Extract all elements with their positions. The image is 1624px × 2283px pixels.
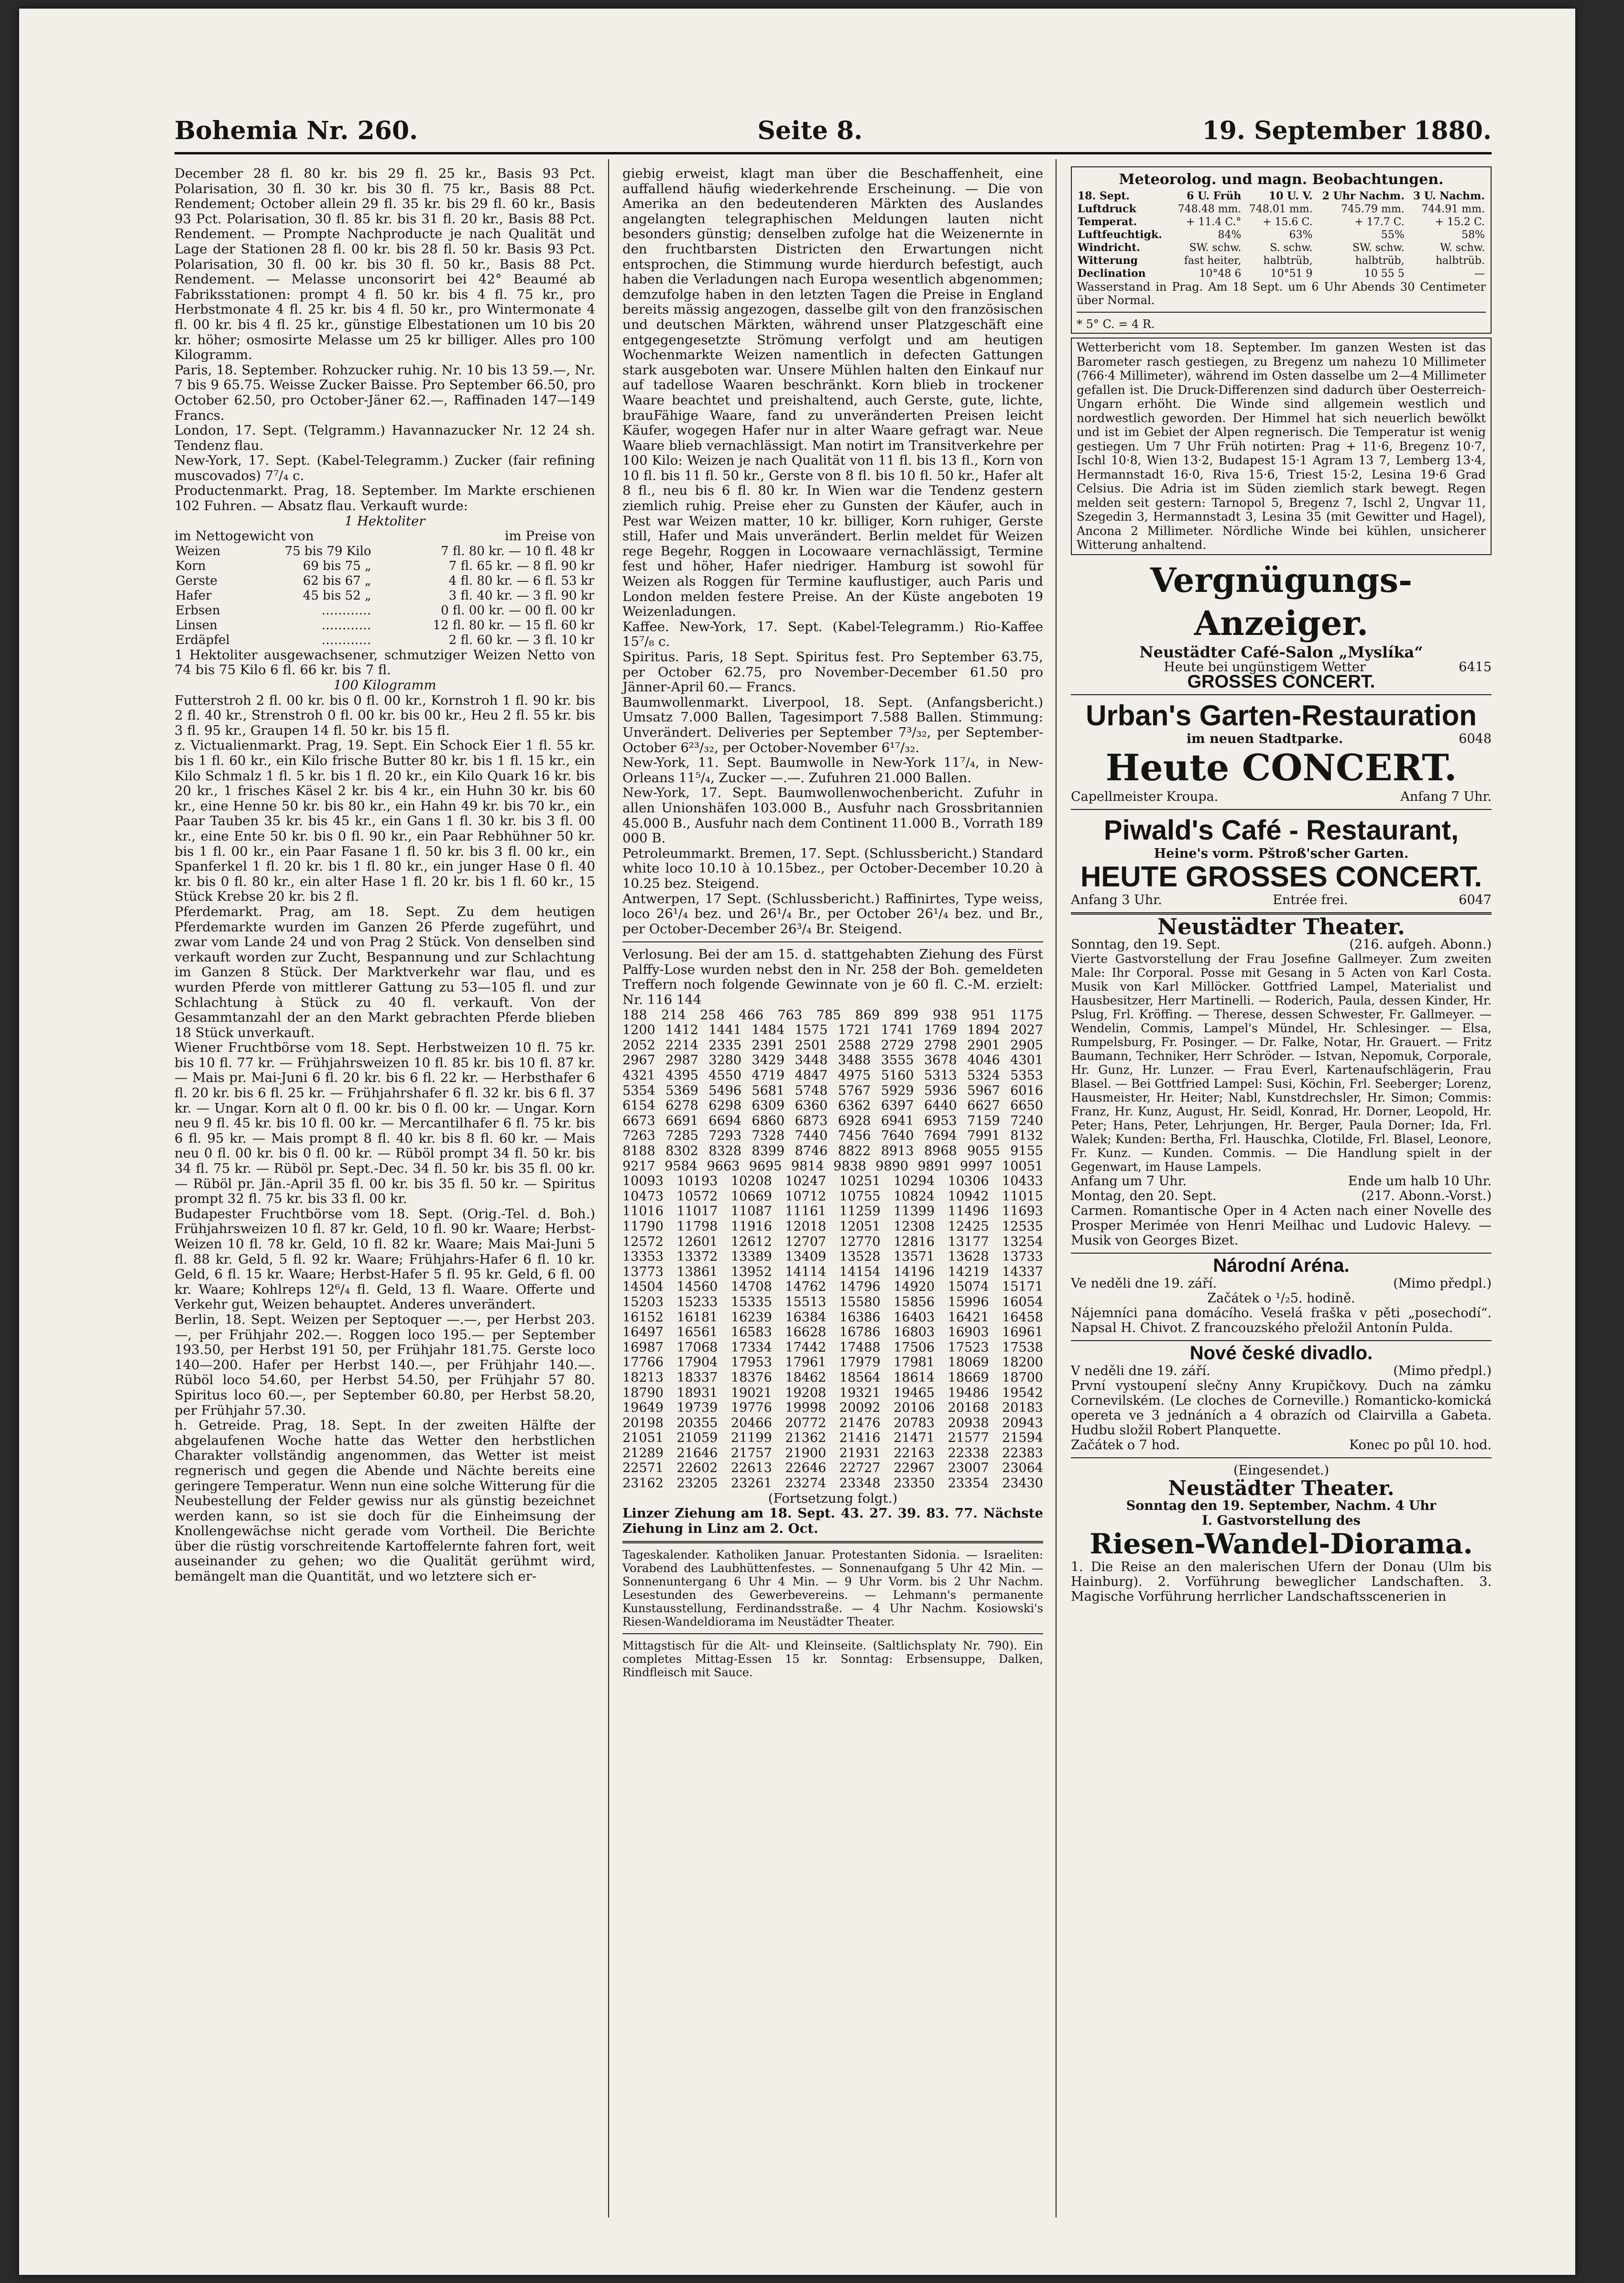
price-table-header <box>174 529 595 544</box>
weather-report-box <box>1071 338 1492 555</box>
divider <box>622 1633 1043 1634</box>
arena-date-line <box>1071 1276 1492 1291</box>
lottery-line: 10473 10572 10669 10712 10755 10824 10942 11015 <box>622 1189 1043 1204</box>
divider <box>1071 1340 1492 1341</box>
column-weather-entertainment <box>1071 166 1492 1604</box>
price-cell: 12 fl. 80 kr. — 15 fl. 60 kr <box>433 618 594 633</box>
weather-cell: 55% <box>1381 229 1405 241</box>
nove-note: (Mimo předpl.) <box>1393 1363 1492 1378</box>
weather-row <box>1077 203 1486 216</box>
article-grain-continued: giebig erweist, klagt man über die Beschaffenheit, eine auffallend häufig wiederkehrende Erscheinung. — Die von Amerika an den bedeutenderen Märkten des Auslandes angelangten telegraphischen Meldungen lauten nicht besonders günstig; denselben zufolge hat die Weizenernte in den fruchtbarsten Districten den Erwartungen nicht entsprochen, die Stimmung wurde hierdurch befestigt, auch haben die Verladungen nach Europa wesentlich abgenommen; demzufolge haben in den letzten Tagen die Preise in England bereits mässig angezogen, dasselbe gilt von den französischen und deutschen Märkten, während unser Platzgeschäft eine entgegengesetzte Strömung verfolgt und am heutigen Wochenmarkte Weizen namentlich in defecten Gattungen stark ausgeboten war. Unsere Mühlen halten den Einkauf nur auf tadellose Waaren beschränkt. Korn blieb in trockener Waare beachtet und preishaltend, auch Gerste, gute, lichte, brauFähige Waare, fand zu unveränderten Preisen leicht Käufer, wogegen Hafer nur in alter Waare gefragt war. Neue Waare blieb vernachlässigt. Man notirt im Transitverkehre per 100 Kilo: Weizen je nach Qualität von 11 fl. bis 13 fl., Korn von 10 fl. bis 11 fl. 50 kr., Gerste von 8 fl. bis 10 fl. 50 kr., Hafer alt 8 fl., neu bis 6 fl. 80 kr. In Wien war die Tendenz gestern ziemlich ruhig. Preise eher zu Gunsten der Käufer, auch in Pest war Weizen matter, 10 kr. billiger, Korn ruhiger, Gerste still, Hafer und Mais unverändert. Berlin meldet für Weizen rege Begehr, Roggen in Locowaare vernachlässigt, Termine fest und höher, Hafer niedriger. Hamburg ist sowohl für Weizen als Roggen für Termine kauflustiger, auch Paris und London melden festere Preise. An der Küste angeboten 19 Weizenladungen. <box>622 166 1043 620</box>
urban-location: im neuen Stadtparke. <box>1186 731 1343 746</box>
theater-title: Neustädter Theater. <box>1157 913 1405 939</box>
header-rule <box>174 152 1492 154</box>
lottery-line: 11790 11798 11916 12018 12051 12308 12425 12535 <box>622 1219 1043 1234</box>
price-cell: Linsen <box>175 618 218 633</box>
lottery-line: 16152 16181 16239 16384 16386 16403 16421 16458 <box>622 1310 1043 1325</box>
price-row <box>174 559 595 574</box>
theater-monday-line <box>1071 1189 1492 1203</box>
weather-head-cell: 6 U. Früh <box>1187 190 1242 202</box>
lottery-line: 8188 8302 8328 8399 8746 8822 8913 8968 9055 9155 <box>622 1144 1043 1158</box>
lottery-line: 4321 4395 4550 4719 4847 4975 5160 5313 5324 5353 <box>622 1068 1043 1083</box>
piwald-start: Anfang 3 Uhr. <box>1071 892 1162 907</box>
price-cell: Erdäpfel <box>175 633 230 647</box>
lottery-line: 6673 6691 6694 6860 6873 6928 6941 6953 7159 7240 <box>622 1113 1043 1128</box>
arena-program: Nájemníci pana domácího. Veselá fraška v pěti „posechodí“. Napsal H. Chivot. Z francouzského přeložil Antonín Pulda. <box>1071 1305 1492 1335</box>
article-sugar: December 28 fl. 80 kr. bis 29 fl. 25 kr., Basis 93 Pct. Polarisation, 30 fl. 30 kr. bis 30 fl. 75 kr., Basis 88 Pct. Rendement; October allein 29 fl. 35 kr. bis 29 fl. 60 kr., Basis 93 Pct. Polarisation, 30 fl. 85 kr. bis 31 fl. 20 kr., Basis 88 Pct. Rendement. — Prompte Nachproducte je nach Qualität und Lage der Stationen 28 fl. 00 kr. bis 28 fl. 50 kr. Basis 93 Pct. Polarisation, 30 fl. 00 kr. bis 30 fl. 50 kr., Basis 88 Pct. Rendement. — Melasse unconsorirt bei 42° Beaumé ab Fabriksstationen: prompt 4 fl. 50 kr. bis 4 fl. 75 kr., pro Herbstmonate 4 fl. 25 kr. bis 4 fl. 50 kr., pro Wintermonate 4 fl. 00 kr. bis 4 fl. 25 kr., günstige Elbestationen um 10 bis 20 kr. höher; osmosirte Melasse um 25 kr billiger. Alles pro 100 Kilogramm. <box>174 166 595 363</box>
weather-cell: 63% <box>1289 229 1313 241</box>
lottery-line: 13773 13861 13952 14114 14154 14196 14219 14337 <box>622 1264 1043 1279</box>
price-cell: 7 fl. 65 kr. — 8 fl. 90 kr <box>448 558 594 573</box>
lottery-line: 14504 14560 14708 14762 14796 14920 15074 15171 <box>622 1279 1043 1295</box>
price-cell: Korn <box>175 558 206 573</box>
price-cell: ………… <box>321 618 371 633</box>
price-cell: 4 fl. 80 kr. — 6 fl. 53 kr <box>448 573 594 588</box>
weather-cell: Windricht. <box>1078 241 1141 254</box>
arena-date: Ve neděli dne 19. září. <box>1071 1276 1217 1291</box>
cafe-concert: GROSSES CONCERT. <box>1187 671 1375 692</box>
ad-number: 6047 <box>1459 892 1492 907</box>
lottery-line: 2967 2987 3280 3429 3448 3488 3555 3678 4046 4301 <box>622 1053 1043 1068</box>
article-petroleum-bremen: Petroleummarkt. Bremen, 17. Sept. (Schlussbericht.) Standard white loco 10.10 à 10.15bez., per October-December 10.20 à 10.25 bez. Steigend. <box>622 845 1043 891</box>
price-row <box>174 633 595 648</box>
article-vienna-exchange: Wiener Fruchtbörse vom 18. Sept. Herbstweizen 10 fl. 75 kr. bis 10 fl. 77 kr. — Frühjahrsweizen 10 fl. 85 kr. bis 10 fl. 87 kr. — Mais pr. Mai-Juni 6 fl. 20 kr. bis 6 fl. 22 kr. — Herbsthafer 6 fl. 20 kr. bis 6 fl. 25 kr. — Frühjahrshafer 6 fl. 32 kr. bis 6 fl. 37 kr. — Ungar. Korn alt 0 fl. 00 kr. bis 0 fl. 00 kr. — Ungar. Korn neu 9 fl. 45 kr. bis 10 fl. 00 kr. — Mercantilhafer 6 fl. 75 kr. bis 6 fl. 95 kr. — Mais prompt 8 fl. 40 kr. bis 8 fl. 60 kr. — Mais neu 0 fl. 00 kr. bis 0 fl. 00 kr. — Rüböl prompt 34 fl. 50 kr. bis 34 fl. 75 kr. — Rüböl pr. Sept.-Dec. 34 fl. 50 kr. bis 35 fl. 00 kr. — Rüböl pr. Jän.-April 35 fl. 00 kr. bis 35 fl. 50 kr. — Spiritus prompt 32 fl. 75 kr. bis 33 fl. 00 kr. <box>174 1040 595 1207</box>
price-cell: 62 bis 67 „ <box>303 573 371 588</box>
divider <box>1071 1253 1492 1254</box>
weather-cell: halbtrüb. <box>1435 255 1485 267</box>
urban-concert: Heute CONCERT. <box>1105 746 1457 789</box>
weather-row <box>1077 241 1486 254</box>
price-cell: 2 fl. 60 kr. — 3 fl. 10 kr <box>448 633 594 647</box>
day-calendar: Tageskalender. Katholiken Januar. Protestanten Sidonia. — Israeliten: Vorabend des Laubhüttenfestes. — Sonnenaufgang 5 Uhr 42 Min. — Sonnenuntergang 6 Uhr 4 Min. — 9 Uhr Vorm. bis 2 Uhr Nachm. Lesestunden des Gewerbevereins. — Lehmann's permanente Kunstausstellung, Ferdinandsstraße. — 4 Uhr Nachm. Kosiowski's Riesen-Wandeldiorama im Neustädter Theater. <box>622 1548 1043 1629</box>
weather-cell: — <box>1474 268 1485 280</box>
table-head-weight: im Nettogewicht von <box>174 528 314 544</box>
arena-note: (Mimo předpl.) <box>1393 1276 1492 1291</box>
weather-row <box>1077 229 1486 241</box>
lottery-line: 5354 5369 5496 5681 5748 5767 5929 5936 5967 6016 <box>622 1083 1043 1098</box>
footnote: * 5° C. = 4 R. <box>1077 317 1155 331</box>
weather-cell: Declination <box>1078 267 1146 280</box>
price-cell: 0 fl. 00 kr. — 00 fl. 00 kr <box>441 603 594 618</box>
urban-title: Urban's Garten-Restauration <box>1086 699 1477 732</box>
price-cell: ………… <box>321 603 371 618</box>
unit-heading: 100 Kilogramm <box>333 677 436 693</box>
neu2-title: Neustädter Theater. <box>1168 1476 1395 1500</box>
price-cell: 7 fl. 80 kr. — 10 fl. 48 kr <box>441 544 594 558</box>
lottery-line: 18790 18931 19021 19208 19321 19465 19486 19542 <box>622 1385 1043 1400</box>
lunch-notice: Mittagstisch für die Alt- und Kleinseite. (Saltlichsplaty Nr. 790). Ein completes Mittag-Essen 15 kr. Sonntag: Erbsensuppe, Dalken, Rindfleisch mit Sauce. <box>622 1639 1043 1680</box>
nove-end: Konec po půl 10. hod. <box>1349 1437 1492 1453</box>
cafe-title: Neustädter Café-Salon „Myslíka“ <box>1139 643 1423 661</box>
divider <box>1071 694 1492 695</box>
article-london-sugar: London, 17. Sept. (Telgramm.) Havannazucker Nr. 12 24 sh. Tendenz flau. <box>174 423 595 453</box>
article-cotton-liverpool: Baumwollenmarkt. Liverpool, 18. Sept. (Anfangsbericht.) Umsatz 7.000 Ballen, Tagesimport 7.588 Ballen. Stimmung: Unverändert. Deliveries per September 7³/₃₂, per September-October 6²³/₃₂, per October-November 6¹⁷/₃₂. <box>622 694 1043 755</box>
weather-head-cell: 2 Uhr Nachm. <box>1322 190 1405 202</box>
price-row <box>174 589 595 603</box>
arena-start: Začátek o ¹/₂5. hodině. <box>1207 1290 1355 1306</box>
weather-table <box>1077 190 1486 280</box>
entertainment-heading: Vergnügungs-Anzeiger. <box>1150 560 1413 643</box>
nove-date-line <box>1071 1364 1492 1378</box>
urban-sub <box>1071 732 1492 746</box>
weather-cell: Luftfeuchtigk. <box>1078 229 1162 241</box>
weather-cell: + 11.4 C.° <box>1186 216 1242 228</box>
weather-row <box>1077 254 1486 267</box>
column-market-lottery <box>622 166 1043 1679</box>
theater-program: Vierte Gastvorstellung der Frau Josefine Gallmeyer. Zum zweiten Male: Ihr Corporal. Posse mit Gesang in 5 Acten von Karl Costa. Musik von Karl Millöcker. Gottfried Lampel, Materialist und Hausbesitzer, Herr Martinelli. — Roderich, Paula, dessen Kinder, Hr. Pslug, Frl. Kröffing. — Therese, dessen Schwester, Fr. Gallmeyer. — Wendelin, Commis, Lampel's Mündel, Hr. Schlesinger. — Elsa, Rumpelsburg, Fr. Posinger. — Dr. Falke, Notar, Hr. Grauert. — Fritz Baumann, Techniker, Herr Schröder. — Istvan, Nepomuk, Corporale, Hr. Gunz, Hr. Lunzer. — Frau Everl, Kartenaufschlägerin, Frau Blasel. — Bei Gottfried Lampel: Susi, Köchin, Frl. Seeberger; Lorenz, Hausmeister, Hr. Heiter; Nabl, Kunstdrechsler, Hr. Simon; Commis: Franz, Hr. Kunz, August, Hr. Seidl, Konrad, Hr. Dorner, Leopold, Hr. Peter; Hans, Peter, Lehrjungen, Hr. Berger, Paula Dorner; Ida, Frl. Walek; Kunden: Bertha, Frl. Hauschka, Clotilde, Frl. Blasel, Leonore, Fr. Kunz. — Kunden. Commis. — Die Handlung spielt in der Gegenwart, im Hause Lampels. <box>1071 951 1492 1174</box>
weather-title: Meteorolog. und magn. Beobachtungen. <box>1119 171 1444 188</box>
price-cell: Erbsen <box>175 603 220 618</box>
theater-monday-abonn: (217. Abonn.-Vorst.) <box>1361 1188 1492 1203</box>
lottery-line: 12572 12601 12612 12707 12770 12816 13177 13254 <box>622 1234 1043 1249</box>
lottery-line: 188 214 258 466 763 785 869 899 938 951 1175 <box>622 1007 1043 1023</box>
piwald-footer <box>1071 893 1492 907</box>
header-paper-title: Bohemia Nr. 260. <box>174 116 418 145</box>
article-cotton-newyork: New-York, 11. Sept. Baumwolle in New-York 11⁷/₄, in New-Orleans 11⁵/₄, Zucker —.—. Zufuhren 21.000 Ballen. <box>622 755 1043 786</box>
weather-cell: 748.01 mm. <box>1249 203 1313 215</box>
nove-program: První vystoupení slečny Anny Krupičkovy. Duch na zámku Cornevilském. (Le cloches de Corneville.) Romanticko-komická opereta ve 3 jednáních a 4 obrazích od Clairvilla a Gabeta. Hudbu složil Robert Planquette. <box>1071 1378 1492 1438</box>
weather-cell: 748.48 mm. <box>1177 203 1242 215</box>
weather-cell: halbtrüb, <box>1355 255 1405 267</box>
weather-cell: 745.79 mm. <box>1341 203 1405 215</box>
ad-number: 6415 <box>1459 659 1492 675</box>
divider <box>1077 312 1486 313</box>
weather-cell: W. schw. <box>1440 242 1485 254</box>
article-horse-market: Pferdemarkt. Prag, am 18. Sept. Zu dem heutigen Pferdemarkte wurden im Ganzen 26 Pferde zugeführt, und zwar vom Lande 24 und von Prag 2 Stück. Von denselben sind verkauft worden zur Zucht, Bespannung und zur Schlachtung im Ganzen 8 Stück. Der Marktverkehr war flau, und es wurden Pferde von mittlerer Gattung zu 53—105 fl. und zur Schlachtung à Stück zu 40 fl. verkauft. Von der Gesammtanzahl der an den Markt gebrachten Pferde blieben 18 Stück unverkauft. <box>174 904 595 1040</box>
article-coffee: Kaffee. New-York, 17. Sept. (Kabel-Telegramm.) Rio-Kaffee 15⁷/₈ c. <box>622 619 1043 650</box>
cafe-weather-note: Heute bei ungünstigem Wetter <box>1164 659 1366 675</box>
lottery-line: 11016 11017 11087 11161 11259 11399 11496 11693 <box>622 1204 1043 1219</box>
urban-conductor: Capellmeister Kroupa. <box>1071 789 1219 804</box>
submitted-note: (Eingesendet.) <box>1233 1463 1329 1478</box>
weather-cell: + 15.2 C. <box>1435 216 1485 228</box>
weather-head-cell: 3 U. Nachm. <box>1413 190 1485 202</box>
price-cell: ………… <box>321 633 371 647</box>
lottery-line: 19649 19739 19776 19998 20092 20106 20168 20183 <box>622 1400 1043 1416</box>
lottery-line: 21289 21646 21757 21900 21931 22163 22338 22383 <box>622 1445 1043 1461</box>
price-cell: Gerste <box>175 573 218 588</box>
lottery-line: 18213 18337 18376 18462 18564 18614 18669 18700 <box>622 1370 1043 1385</box>
weather-cell: Temperat. <box>1078 216 1137 228</box>
weather-head-cell: 10 U. V. <box>1268 190 1313 202</box>
lottery-line: 9217 9584 9663 9695 9814 9838 9890 9891 9997 10051 <box>622 1158 1043 1174</box>
weather-head-cell: 18. Sept. <box>1078 190 1130 202</box>
weather-cell: halbtrüb, <box>1263 255 1313 267</box>
weather-cell: 10°51 9 <box>1270 268 1313 280</box>
weather-cell: 10°48 6 <box>1199 268 1242 280</box>
article-petroleum-antwerp: Antwerpen, 17 Sept. (Schlussbericht.) Raffinirtes, Type weiss, loco 26¹/₄ bez. und 26¹/₄ Br., per October 26¹/₄ bez. und Br., per October-December 26³/₄ Br. Steigend. <box>622 891 1043 937</box>
lottery-line: 23162 23205 23261 23274 23348 23350 23354 23430 <box>622 1476 1043 1491</box>
weather-cell: 84% <box>1218 229 1242 241</box>
article-linz-draw: Linzer Ziehung am 18. Sept. 43. 27. 39. 83. 77. Nächste Ziehung in Linz am 2. Oct. <box>622 1506 1043 1536</box>
piwald-entry: Entrée frei. <box>1273 892 1348 907</box>
lottery-line: 16497 16561 16583 16628 16786 16803 16903 16961 <box>622 1325 1043 1340</box>
newspaper-page <box>19 9 1575 2275</box>
lottery-line: 17766 17904 17953 17961 17979 17981 18069 18200 <box>622 1355 1043 1370</box>
article-spiritus: Spiritus. Paris, 18 Sept. Spiritus fest. Pro September 63.75, per October 62.75, pro November-December 61.50 pro Jänner-April 60.— Francs. <box>622 649 1043 695</box>
lottery-line: 10093 10193 10208 10247 10251 10294 10306 10433 <box>622 1174 1043 1189</box>
neu2-guest: I. Gastvorstellung des <box>1202 1513 1361 1528</box>
divider <box>622 1541 1043 1543</box>
neu2-diorama: Riesen-Wandel-Diorama. <box>1090 1527 1473 1560</box>
nove-title: Nové české divadlo. <box>1189 1342 1373 1364</box>
column-divider <box>608 159 609 2217</box>
weather-cell: 10 55 5 <box>1364 268 1405 280</box>
continuation-note: (Fortsetzung folgt.) <box>768 1490 898 1506</box>
urban-footer <box>1071 789 1492 804</box>
lottery-line: 6154 6278 6298 6309 6360 6362 6397 6440 6627 6650 <box>622 1098 1043 1114</box>
article-paris-sugar: Paris, 18. September. Rohzucker ruhig. Nr. 10 bis 13 59.—, Nr. 7 bis 9 65.75. Weisse Zucker Baisse. Pro September 66.50, pro October 62.50, pro October-Jäner 62.—, Raffinaden 147—149 Francs. <box>174 362 595 423</box>
theater-abonn: (216. aufgeh. Abonn.) <box>1349 937 1492 952</box>
article-victual-market: z. Victualienmarkt. Prag, 19. Sept. Ein Schock Eier 1 fl. 55 kr. bis 1 fl. 60 kr., ein Kilo frische Butter 80 kr. bis 1 fl. 15 kr., ein Kilo Schmalz 1 fl. 5 kr. bis 1 fl. 20 kr., ein Kilo Quark 16 kr. bis 20 kr., 1 frisches Käsel 2 kr. bis 4 kr., ein Huhn 30 kr. bis 60 kr., eine Henne 50 kr. bis 80 kr., ein Hahn 49 kr. bis 70 kr., ein Paar Tauben 35 kr. bis 45 kr., ein Gans 1 fl. 30 kr. bis 3 fl. 00 kr., eine Ente 50 kr. bis 0 fl. 90 kr., ein Paar Rebhühner 50 kr. bis 1 fl. 00 kr., ein Paar Fasane 1 fl. 50 kr. bis 3 fl. 00 kr., ein Spanferkel 1 fl. 20 kr. bis 1 fl. 80 kr., ein junger Hase 0 fl. 40 kr. bis 0 fl. 80 kr., ein alter Hase 1 fl. 20 kr. bis 1 fl. 60 kr., 15 Stück Krebse 20 kr. bis 2 fl. <box>174 738 595 905</box>
weather-cell: 58% <box>1461 229 1485 241</box>
weather-cell: fast heiter, <box>1184 255 1242 267</box>
weather-cell: SW. schw. <box>1352 242 1405 254</box>
weather-observations-box <box>1071 166 1492 334</box>
article-lottery: Verlosung. Bei der am 15. d. stattgehabten Ziehung des Fürst Palffy-Lose wurden nebst den in Nr. 258 der Boh. gemeldeten Treffern noch folgende Gewinnate von je 60 fl. C.-M. erzielt: Nr. 116 144 <box>622 947 1043 1008</box>
piwald-title: Piwald's Café - Restaurant, <box>1103 814 1459 846</box>
nove-times <box>1071 1438 1492 1453</box>
table-head-price: im Preise von <box>504 528 595 544</box>
arena-title: Národní Aréna. <box>1213 1255 1350 1276</box>
weather-cell: S. schw. <box>1270 242 1313 254</box>
weather-cell: + 15.6 C. <box>1263 216 1313 228</box>
weather-cell: Luftdruck <box>1078 203 1136 215</box>
article-weizen-note: 1 Hektoliter ausgewachsener, schmutziger Weizen Netto von 74 bis 75 Kilo 6 fl. 66 kr. bis 7 fl. <box>174 647 595 678</box>
price-row <box>174 544 595 559</box>
lottery-line: 7263 7285 7293 7328 7440 7456 7640 7694 7991 8132 <box>622 1128 1043 1144</box>
price-cell: 3 fl. 40 kr. — 3 fl. 90 kr <box>448 588 594 603</box>
price-row <box>174 574 595 589</box>
header-date: 19. September 1880. <box>1202 116 1492 145</box>
article-berlin: Berlin, 18. Sept. Weizen per Septoquer —.—, per Herbst 203.—, per Frühjahr 202.—. Roggen loco 195.— per September 193.50, per Herbst 191 50, per Frühjahr 181.75. Gerste loco 140—200. Hafer per Herbst 140.—, per Frühjahr 140.—. Rüböl loco 54.60, per Herbst 54.50, per Frühjahr 57 80. Spiritus loco 60.—, per September 60.80, per Herbst 58.20, per Frühjahr 57.30. <box>174 1311 595 1418</box>
theater-date: Sonntag, den 19. Sept. <box>1071 937 1221 952</box>
price-row <box>174 618 595 633</box>
weather-row <box>1077 216 1486 229</box>
price-cell: Weizen <box>175 544 221 558</box>
lottery-line: 15203 15233 15335 15513 15580 15856 15996 16054 <box>622 1294 1043 1310</box>
header-page-number: Seite 8. <box>757 116 863 145</box>
lottery-line: 1200 1412 1441 1484 1575 1721 1741 1769 1894 2027 <box>622 1023 1043 1038</box>
price-cell: 69 bis 75 „ <box>303 558 371 573</box>
article-newyork-sugar: New-York, 17. Sept. (Kabel-Telegramm.) Zucker (fair refining muscovados) 7⁷/₄ c. <box>174 453 595 483</box>
price-table <box>174 544 595 648</box>
column-market-reports <box>174 166 595 1584</box>
lottery-line: 20198 20355 20466 20772 21476 20783 20938 20943 <box>622 1415 1043 1431</box>
column-divider <box>1056 159 1057 2217</box>
piwald-concert: HEUTE GROSSES CONCERT. <box>1080 860 1482 893</box>
lottery-line: 13353 13372 13389 13409 13528 13571 13628 13733 <box>622 1249 1043 1265</box>
theater-monday-program: Carmen. Romantische Oper in 4 Acten nach einer Novelle des Prosper Merimée von Henri Meilhac und Ludovic Halevy. — Musik von Georges Bizet. <box>1071 1203 1492 1248</box>
lottery-line: 2052 2214 2335 2391 2501 2588 2729 2798 2901 2905 <box>622 1038 1043 1053</box>
theater-monday-date: Montag, den 20. Sept. <box>1071 1188 1217 1203</box>
weather-row <box>1077 267 1486 280</box>
water-level: Wasserstand in Prag. Am 18 Sept. um 6 Uhr Abends 30 Centimeter über Normal. <box>1077 280 1486 307</box>
theater-end: Ende um halb 10 Uhr. <box>1348 1173 1492 1189</box>
ad-number: 6048 <box>1459 731 1492 746</box>
article-produce-market: Productenmarkt. Prag, 18. September. Im Markte erschienen 102 Fuhren. — Absatz flau. Verkauft wurde: <box>174 483 595 514</box>
weather-report: Wetterbericht vom 18. September. Im ganzen Westen ist das Barometer rasch gestiegen, zu Bregenz um nahezu 10 Millimeter (766·4 Millimeter), während im Osten dasselbe um 2—4 Millimeter gefallen ist. Die Druck-Differenzen sind dadurch über Oesterreich-Ungarn erhöht. Die Winde sind allgemein westlich und nordwestlich geworden. Der Himmel hat sich neuerlich bewölkt und ist im Gebiet der Alpen regnerisch. Die Temperatur ist wenig gestiegen. Um 7 Uhr Früh notirten: Prag + 11·6, Bregenz 10·7, Ischl 10·8, Wien 13·2, Budapest 15·1 Agram 13 7, Lemberg 13·4, Hermannstadt 16·0, Riva 15·6, Triest 15·2, Lesina 19·6 Grad Celsius. Die Adria ist im Süden ziemlich stark bewegt. Regen melden seit gestern: Tarnopol 5, Bregenz 7, Ischl 2, Ungvar 11, Szegedin 3, Hermannstadt 3, Lesina 35 (mit Gewitter und Hagel), Ancona 2 Millimeter. Nördliche Winde bei kühlen, unsicherer Witterung anhaltend. <box>1077 340 1486 552</box>
weather-cell: 744.91 mm. <box>1421 203 1485 215</box>
price-cell: 45 bis 52 „ <box>303 588 371 603</box>
weather-cell: Witterung <box>1078 254 1138 267</box>
lottery-line: 22571 22602 22613 22646 22727 22967 23007 23064 <box>622 1461 1043 1476</box>
piwald-sub: Heine's vorm. Pštroß'scher Garten. <box>1154 846 1409 861</box>
divider <box>1071 809 1492 810</box>
lottery-line: 16987 17068 17334 17442 17488 17506 17523 17538 <box>622 1340 1043 1355</box>
weather-cell: + 17.7 C. <box>1354 216 1405 228</box>
theater-times <box>1071 1174 1492 1189</box>
lottery-line: 21051 21059 21199 21362 21416 21471 21577 21594 <box>622 1431 1043 1446</box>
article-cotton-weekly: New-York, 17. Sept. Baumwollenwochenbericht. Zufuhr in allen Unionshäfen 103.000 B., Ausfuhr nach Grossbritannien 45.000 B., Ausfuhr nach dem Continent 11.000 B., Vorrath 189 000 B. <box>622 785 1043 846</box>
urban-start: Anfang 7 Uhr. <box>1400 789 1492 804</box>
article-grain: h. Getreide. Prag, 18. Sept. In der zweiten Hälfte der abgelaufenen Woche hatte das Wetter den herbstlichen Charakter vollständig angenommen, das Wetter ist meist regnerisch und gegen die Abende und Nächte bereits eine geringere Temperatur. Wenn nun eine solche Witterung für die Neubestellung der Felder gewiss nur als günstig bezeichnet werden kann, so ist sie doch für die Einheimsung der Knollengewächse nicht gerade vom Vortheil. Die Berichte über die rüstig vorschreitende Kartoffelernte fahren fort, weit auseinander zu gehen; wo die Qualität gerühmt wird, bemängelt man die Quantität, und wo letztere sich er- <box>174 1418 595 1584</box>
weather-cell: SW. schw. <box>1189 242 1242 254</box>
price-cell: Hafer <box>175 588 212 603</box>
nove-date: V neděli dne 19. září. <box>1071 1363 1210 1378</box>
price-cell: 75 bis 79 Kilo <box>284 544 371 558</box>
unit-heading: 1 Hektoliter <box>344 513 425 529</box>
nove-start: Začátek o 7 hod. <box>1071 1437 1180 1453</box>
theater-start: Anfang um 7 Uhr. <box>1071 1173 1187 1189</box>
price-row <box>174 603 595 618</box>
divider <box>1071 1457 1492 1458</box>
neu2-date: Sonntag den 19. September, Nachm. 4 Uhr <box>1126 1498 1437 1513</box>
lottery-numbers <box>622 1008 1043 1491</box>
article-budapest-exchange: Budapester Fruchtbörse vom 18. Sept. (Orig.-Tel. d. Boh.) Frühjahrsweizen 10 fl. 87 kr. Geld, 10 fl. 90 kr. Waare; Herbst-Weizen 10 fl. 78 kr. Geld, 10 fl. 82 kr. Waare; Mais Mai-Juni 5 fl. 88 kr. Geld, 5 fl. 92 kr. Waare; Frühjahrs-Hafer 6 fl. 10 kr. Geld, 6 fl. 15 kr. Waare; Herbst-Hafer 5 fl. 95 kr. Geld, 6 fl. 00 kr. Waare; Kohlreps 12⁶/₄ fl. Geld, 13 fl. Waare. Offerte und Verkehr gut, Weizen behauptet. Anderes unverändert. <box>174 1206 595 1312</box>
divider <box>622 941 1043 942</box>
neu2-items: 1. Die Reise an den malerischen Ufern der Donau (Ulm bis Hainburg). 2. Vorführung beweglicher Landschaften. 3. Magische Vorführung herrlicher Landschaftsscenerien in <box>1071 1559 1492 1604</box>
article-straw: Futterstroh 2 fl. 00 kr. bis 0 fl. 00 kr., Kornstroh 1 fl. 90 kr. bis 2 fl. 40 kr., Strenstroh 0 fl. 00 kr. bis 00 kr., Heu 2 fl. 55 kr. bis 3 fl. 95 kr., Graupen 14 fl. 50 kr. bis 15 fl. <box>174 692 595 738</box>
page-header <box>174 111 1492 150</box>
